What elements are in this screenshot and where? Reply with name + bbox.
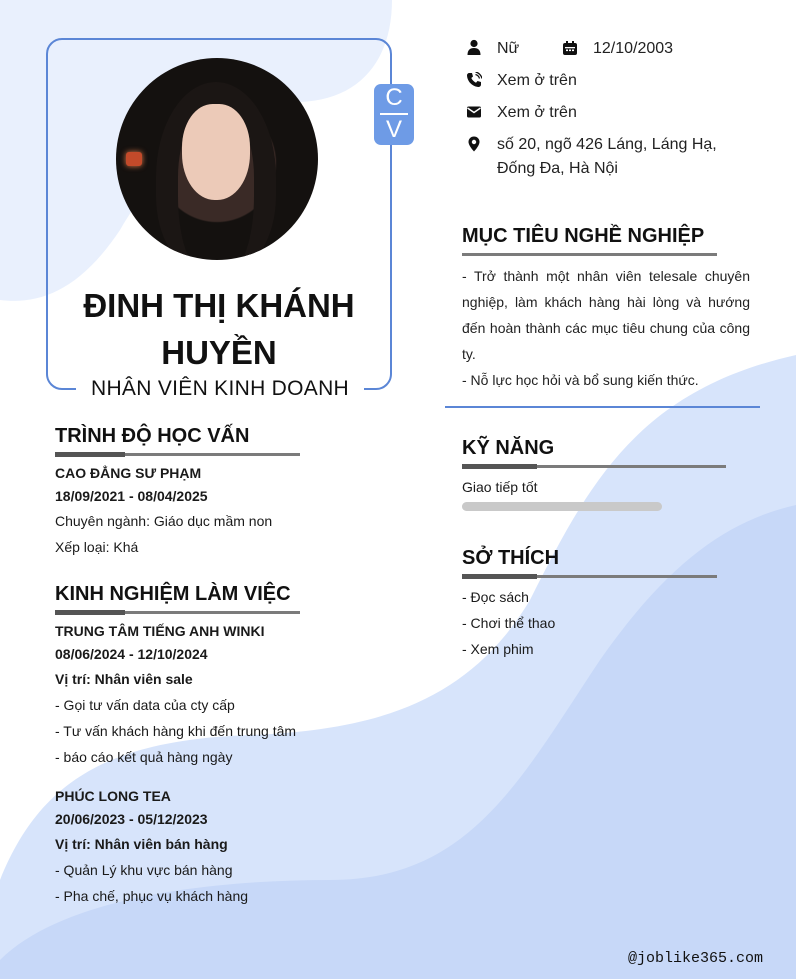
education-heading: TRÌNH ĐỘ HỌC VẤN — [55, 425, 250, 447]
user-icon — [466, 39, 482, 55]
education-underline — [55, 453, 300, 456]
job-1-company: TRUNG TÂM TIẾNG ANH WINKI — [55, 623, 265, 639]
cv-badge-letter-c: C — [385, 84, 403, 111]
education-period: 18/09/2021 - 08/04/2025 — [55, 488, 208, 504]
mail-icon — [466, 104, 482, 120]
address-line-2: Đống Đa, Hà Nội — [497, 160, 618, 177]
birthday-text: 12/10/2003 — [593, 40, 674, 57]
skill-1-label: Giao tiếp tốt — [462, 479, 538, 495]
education-grade: Xếp loại: Khá — [55, 539, 139, 555]
phone-text: Xem ở trên — [497, 72, 577, 89]
profile-photo — [116, 58, 318, 260]
experience-heading: KINH NGHIỆM LÀM VIỆC — [55, 583, 291, 605]
candidate-job-title: NHÂN VIÊN KINH DOANH — [76, 375, 364, 403]
hobby-3: - Xem phim — [462, 641, 534, 657]
education-major: Chuyên ngành: Giáo dục mầm non — [55, 513, 273, 529]
job-2-task-2: - Pha chế, phục vụ khách hàng — [55, 888, 249, 904]
address-line-1: số 20, ngõ 426 Láng, Láng Hạ, — [497, 136, 717, 153]
skill-1-bar — [462, 502, 662, 511]
objective-text — [462, 263, 750, 393]
calendar-icon — [562, 40, 578, 56]
gender-text: Nữ — [497, 40, 520, 57]
job-2-task-1: - Quản Lý khu vực bán hàng — [55, 862, 233, 878]
cv-badge — [374, 84, 414, 145]
section-divider — [445, 406, 760, 408]
job-1-task-1: - Gọi tư vấn data của cty cấp — [55, 697, 235, 713]
candidate-name: ĐINH THỊ KHÁNH HUYỀN — [83, 287, 355, 371]
objective-line-1: - Trở thành một nhân viên telesale chuyên nghiệp, làm khách hàng hài lòng và hướng đến hoàn thành các mục tiêu chung của công ty. — [462, 268, 750, 362]
job-1-task-2: - Tư vấn khách hàng khi đến trung tâm — [55, 723, 297, 739]
skills-underline — [462, 465, 726, 468]
hobbies-underline — [462, 575, 717, 578]
watermark-text: @joblike365.com — [628, 950, 764, 967]
objective-line-2: - Nỗ lực học hỏi và bổ sung kiến thức. — [462, 372, 699, 388]
hobby-2: - Chơi thể thao — [462, 615, 556, 631]
email-text: Xem ở trên — [497, 104, 577, 121]
experience-underline — [55, 611, 300, 614]
job-2-position: Vị trí: Nhân viên bán hàng — [55, 836, 228, 852]
hobby-1: - Đọc sách — [462, 589, 529, 605]
job-2-period: 20/06/2023 - 05/12/2023 — [55, 811, 208, 827]
job-2-company: PHÚC LONG TEA — [55, 788, 171, 804]
hobbies-heading: SỞ THÍCH — [462, 547, 560, 569]
location-icon — [466, 136, 482, 152]
job-1-period: 08/06/2024 - 12/10/2024 — [55, 646, 208, 662]
job-1-task-3: - báo cáo kết quả hàng ngày — [55, 749, 233, 765]
job-1-position: Vị trí: Nhân viên sale — [55, 671, 193, 687]
objective-underline — [462, 253, 717, 256]
phone-icon — [466, 72, 482, 88]
cv-badge-letter-v: V — [385, 116, 402, 143]
skills-heading: KỸ NĂNG — [462, 437, 555, 459]
education-school: CAO ĐẲNG SƯ PHẠM — [55, 465, 202, 481]
objective-heading: MỤC TIÊU NGHỀ NGHIỆP — [462, 225, 705, 247]
